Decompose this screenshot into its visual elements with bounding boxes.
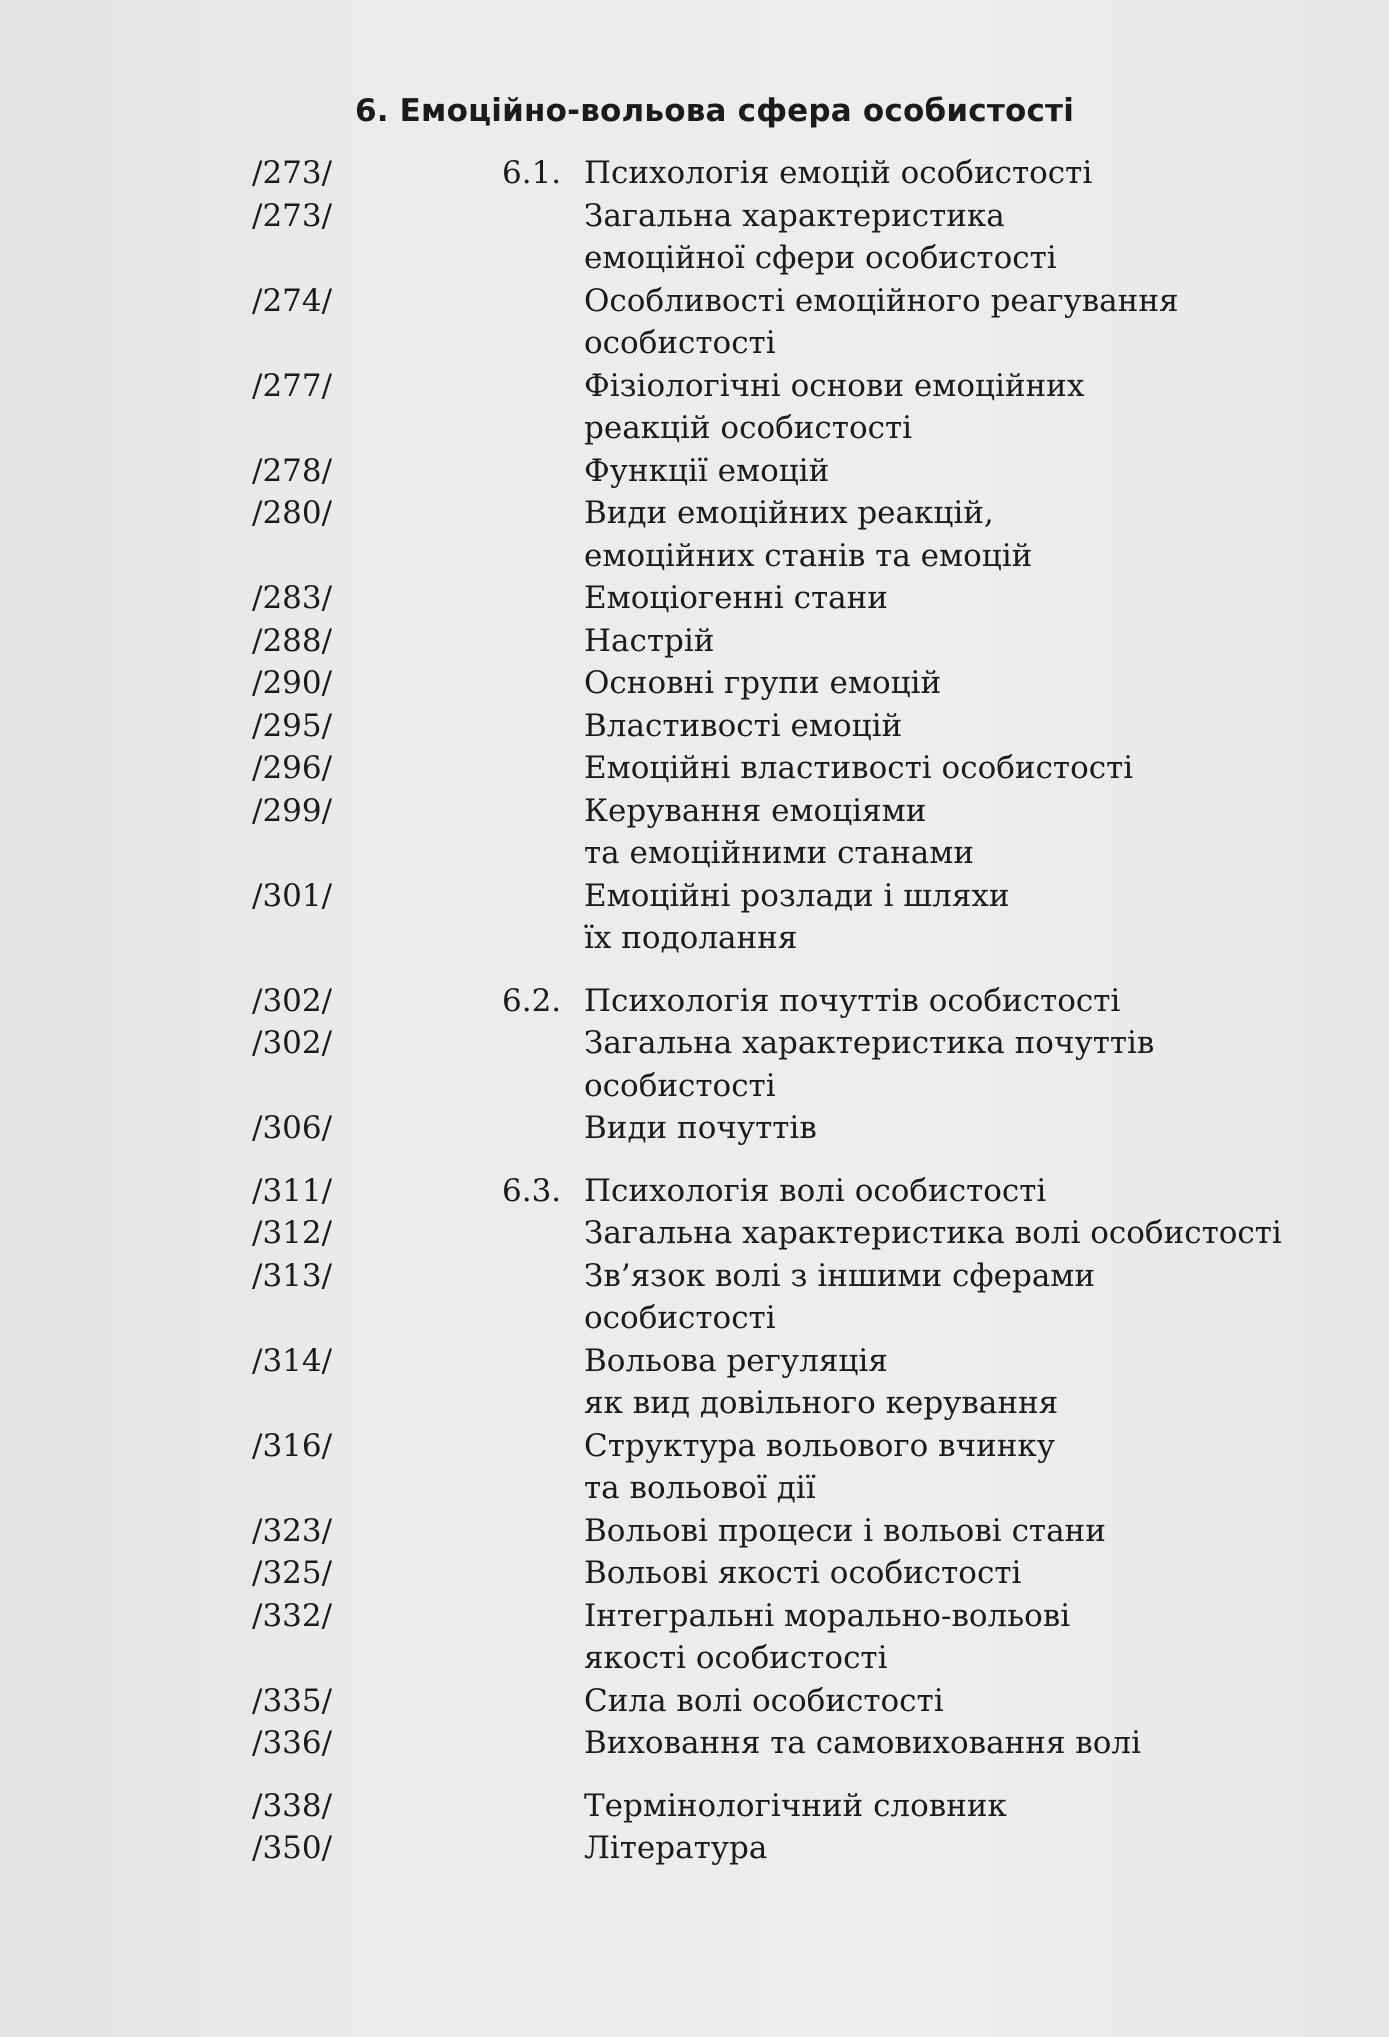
toc-title-line: Термінологічний словник	[584, 1787, 1007, 1824]
toc-title-line: Психологія емоцій особистості	[584, 155, 1093, 191]
toc-title	[584, 1022, 1304, 1107]
toc-title-line: Емоційні властивості особистості	[584, 750, 1134, 786]
toc-title	[584, 620, 1304, 663]
toc-title-line: особистості	[584, 1300, 776, 1336]
toc-entry	[0, 1255, 1389, 1340]
toc-entry	[0, 365, 1389, 450]
toc-entry	[0, 280, 1389, 365]
toc-title-line: Види почуттів	[584, 1110, 817, 1146]
toc-title-line: Вольові якості особистості	[584, 1555, 1022, 1591]
toc-page-number: /278/	[252, 452, 333, 489]
toc-title	[584, 705, 1304, 748]
toc-title-line: та вольової дії	[584, 1470, 816, 1506]
toc-page-number: /335/	[252, 1682, 333, 1719]
toc-entry	[0, 1425, 1389, 1510]
toc-title-line: їх подолання	[584, 920, 798, 956]
toc-entry	[0, 790, 1389, 875]
toc-title	[584, 875, 1304, 960]
toc-title	[584, 1107, 1304, 1150]
toc-entry	[0, 1827, 1389, 1870]
toc-title	[584, 152, 1304, 195]
toc-title	[584, 1680, 1304, 1723]
toc-title-line: Загальна характеристика почуттів	[584, 1025, 1155, 1061]
toc-title-line: Основні групи емоцій	[584, 665, 942, 701]
toc-page-number: /280/	[252, 495, 333, 531]
toc-title	[584, 1510, 1304, 1553]
toc-page-number: /325/	[252, 1555, 333, 1591]
toc-title-line: Література	[584, 1830, 768, 1866]
toc-entry	[0, 1722, 1389, 1765]
toc-title-line: емоційної сфери особистості	[584, 240, 1057, 276]
section-heading: 6. Емоційно-вольова сфера особистості	[354, 93, 1075, 129]
toc-title	[584, 577, 1304, 620]
toc-title-line: реакцій особистості	[584, 410, 913, 446]
toc-title-line: Настрій	[584, 622, 715, 659]
toc-title-line: як вид довільного керування	[584, 1385, 1059, 1421]
toc-entry	[0, 1785, 1389, 1828]
table-of-contents	[0, 152, 1389, 1870]
toc-title-line: та емоційними станами	[584, 835, 974, 871]
toc-title	[584, 492, 1304, 577]
toc-title	[584, 1170, 1304, 1213]
toc-entry	[0, 1595, 1389, 1680]
toc-page-number: /336/	[252, 1725, 333, 1761]
toc-title-line: Фізіологічні основи емоційних	[584, 367, 1085, 404]
toc-title-line: Зв’язок волі з іншими сферами	[584, 1257, 1096, 1294]
toc-title-line: Емоційні розлади і шляхи	[584, 877, 1010, 914]
toc-title	[584, 1255, 1304, 1340]
toc-title	[584, 1340, 1304, 1425]
toc-page-number: /273/	[252, 155, 333, 191]
toc-entry	[0, 747, 1389, 790]
toc-title-line: Емоціогенні стани	[584, 580, 888, 616]
toc-entry	[0, 980, 1389, 1023]
toc-title-line: емоційних станів та емоцій	[584, 537, 1033, 574]
toc-title-line: Керування емоціями	[584, 792, 927, 829]
toc-title	[584, 1827, 1304, 1870]
toc-page-number: /274/	[252, 282, 333, 319]
toc-entry	[0, 1552, 1389, 1595]
toc-title-line: особистості	[584, 1067, 776, 1104]
toc-page-number: /323/	[252, 1512, 333, 1549]
toc-page-number: /301/	[252, 877, 333, 914]
toc-title-line: Функції емоцій	[584, 452, 830, 489]
toc-entry	[0, 1107, 1389, 1150]
toc-entry	[0, 620, 1389, 663]
toc-section-number: 6.1.	[502, 155, 562, 191]
toc-page-number: /314/	[252, 1342, 333, 1379]
toc-title	[584, 1212, 1304, 1255]
toc-entry	[0, 875, 1389, 960]
toc-title-line: особистості	[584, 325, 776, 361]
toc-title-line: Вольова регуляція	[584, 1342, 888, 1379]
toc-title-line: Сила волі особистості	[584, 1682, 944, 1719]
toc-title	[584, 365, 1304, 450]
toc-entry	[0, 492, 1389, 577]
toc-page-number: /299/	[252, 792, 333, 829]
toc-title-line: Вольові процеси і вольові стани	[584, 1512, 1106, 1549]
toc-entry	[0, 705, 1389, 748]
toc-title	[584, 980, 1304, 1023]
toc-title	[584, 662, 1304, 705]
toc-entry	[0, 1340, 1389, 1425]
toc-title-line: Структура вольового вчинку	[584, 1427, 1056, 1464]
toc-entry	[0, 577, 1389, 620]
toc-title-line: Психологія почуттів особистості	[584, 982, 1121, 1019]
toc-page-number: /273/	[252, 197, 333, 234]
toc-entry	[0, 450, 1389, 493]
toc-page-number: /288/	[252, 622, 333, 659]
toc-title-line: Виховання та самовиховання волі	[584, 1725, 1142, 1761]
toc-page-number: /350/	[252, 1830, 333, 1866]
toc-title	[584, 280, 1304, 365]
toc-section-number: 6.3.	[502, 1172, 562, 1209]
toc-page-number: /338/	[252, 1787, 333, 1824]
toc-title	[584, 1595, 1304, 1680]
toc-page-number: /312/	[252, 1215, 333, 1251]
toc-entry	[0, 1170, 1389, 1213]
toc-entry	[0, 152, 1389, 195]
toc-title	[584, 450, 1304, 493]
toc-page-number: /306/	[252, 1110, 333, 1146]
toc-page-number: /316/	[252, 1427, 333, 1464]
toc-title-line: якості особистості	[584, 1640, 888, 1676]
toc-entry	[0, 1022, 1389, 1107]
toc-page-number: /302/	[252, 1025, 333, 1061]
toc-title-line: Види емоційних реакцій,	[584, 495, 994, 531]
toc-page-number: /302/	[252, 982, 333, 1019]
toc-title	[584, 790, 1304, 875]
toc-title-line: Загальна характеристика	[584, 197, 1005, 234]
toc-title	[584, 1552, 1304, 1595]
toc-title	[584, 1722, 1304, 1765]
toc-page-number: /296/	[252, 750, 333, 786]
toc-title	[584, 747, 1304, 790]
toc-entry	[0, 1510, 1389, 1553]
toc-title	[584, 1785, 1304, 1828]
toc-title-line: Особливості емоційного реагування	[584, 282, 1179, 319]
toc-page-number: /290/	[252, 665, 333, 701]
toc-page-number: /295/	[252, 707, 333, 744]
toc-section-number: 6.2.	[502, 982, 562, 1019]
toc-title	[584, 1425, 1304, 1510]
toc-title-line: Інтегральні морально-вольові	[584, 1597, 1071, 1634]
toc-page-number: /332/	[252, 1597, 333, 1634]
toc-page-number: /313/	[252, 1257, 333, 1294]
toc-entry	[0, 195, 1389, 280]
toc-title	[584, 195, 1304, 280]
toc-entry	[0, 1212, 1389, 1255]
toc-title-line: Загальна характеристика волі особистості	[584, 1215, 1282, 1251]
toc-page-number: /311/	[252, 1172, 333, 1209]
toc-entry	[0, 1680, 1389, 1723]
toc-title-line: Психологія волі особистості	[584, 1172, 1047, 1209]
toc-title-line: Властивості емоцій	[584, 707, 903, 744]
toc-page-number: /277/	[252, 367, 333, 404]
toc-page-number: /283/	[252, 580, 333, 616]
toc-entry	[0, 662, 1389, 705]
